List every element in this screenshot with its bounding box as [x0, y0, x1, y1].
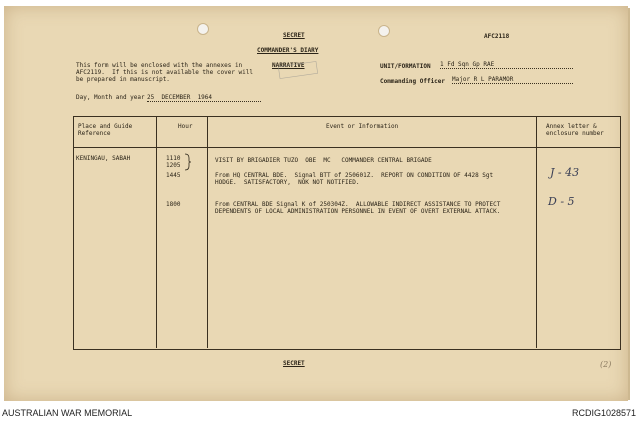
document-title: COMMANDER'S DIARY [257, 47, 319, 54]
punch-hole-left [197, 23, 209, 35]
date-label: Day, Month and year [76, 94, 145, 101]
column-divider-2 [207, 116, 208, 348]
column-header-annex: Annex letter & enclosure number [546, 123, 604, 137]
column-header-place: Place and Guide Reference [78, 123, 133, 137]
classification-bottom: SECRET [283, 360, 305, 367]
brace-mark [184, 153, 192, 171]
event-cell-1: VISIT BY BRIGADIER TUZO OBE MC COMMANDER CENTRAL BRIGADE [215, 157, 432, 164]
instructions-line-2: AFC2119. If this is not available the cover will [76, 69, 254, 76]
event-cell-3: From CENTRAL BDE Signal K of 250304Z. ALLOWABLE INDIRECT ASSISTANCE TO PROTECT DEPENDENTS OF LOCAL ADMINISTRATION PERSONNEL IN EVENT OF OVERT EXTERNAL ATTACK. [215, 201, 501, 215]
annex-handwritten-2: D - 5 [548, 195, 575, 208]
page-mark: (2) [600, 360, 612, 369]
page-edge [628, 8, 630, 400]
instructions-line-3: be prepared in manuscript. [76, 76, 170, 83]
hour-cell-1: 1110 1205 [166, 155, 181, 169]
date-value: 25 DECEMBER 1964 [147, 94, 261, 102]
document-subtitle: NARRATIVE [272, 62, 305, 69]
column-header-hour: Hour [178, 123, 193, 130]
instructions-line-1: This form will be enclosed with the annexes in [76, 62, 243, 69]
unit-label: UNIT/FORMATION [380, 63, 431, 70]
form-number: AFC2118 [484, 33, 510, 40]
footer-institution: AUSTRALIAN WAR MEMORIAL [2, 408, 133, 418]
footer-record-id: RCDIG1028571 [571, 408, 636, 418]
column-header-event: Event or Information [326, 123, 399, 130]
classification-top: SECRET [283, 32, 305, 39]
punch-hole-right [378, 25, 390, 37]
unit-value: 1 Fd Sqn Gp RAE [440, 61, 573, 69]
annex-handwritten-1: J - 43 [550, 166, 580, 179]
officer-label: Commanding Officer [380, 78, 446, 85]
footer-bar [0, 404, 640, 423]
column-divider-1 [156, 116, 157, 348]
column-divider-3 [536, 116, 537, 348]
hour-cell-2: 1445 [166, 172, 181, 179]
place-cell: KENINGAU, SABAH [76, 155, 131, 162]
officer-value: Major R L PARAMOR [452, 76, 573, 84]
hour-cell-3: 1800 [166, 201, 181, 208]
event-cell-2: From HQ CENTRAL BDE. Signal BTT of 250601Z. REPORT ON CONDITION OF 4428 Sgt HODGE. SATISFACTORY, NOK NOT NOTIFIED. [215, 172, 494, 186]
